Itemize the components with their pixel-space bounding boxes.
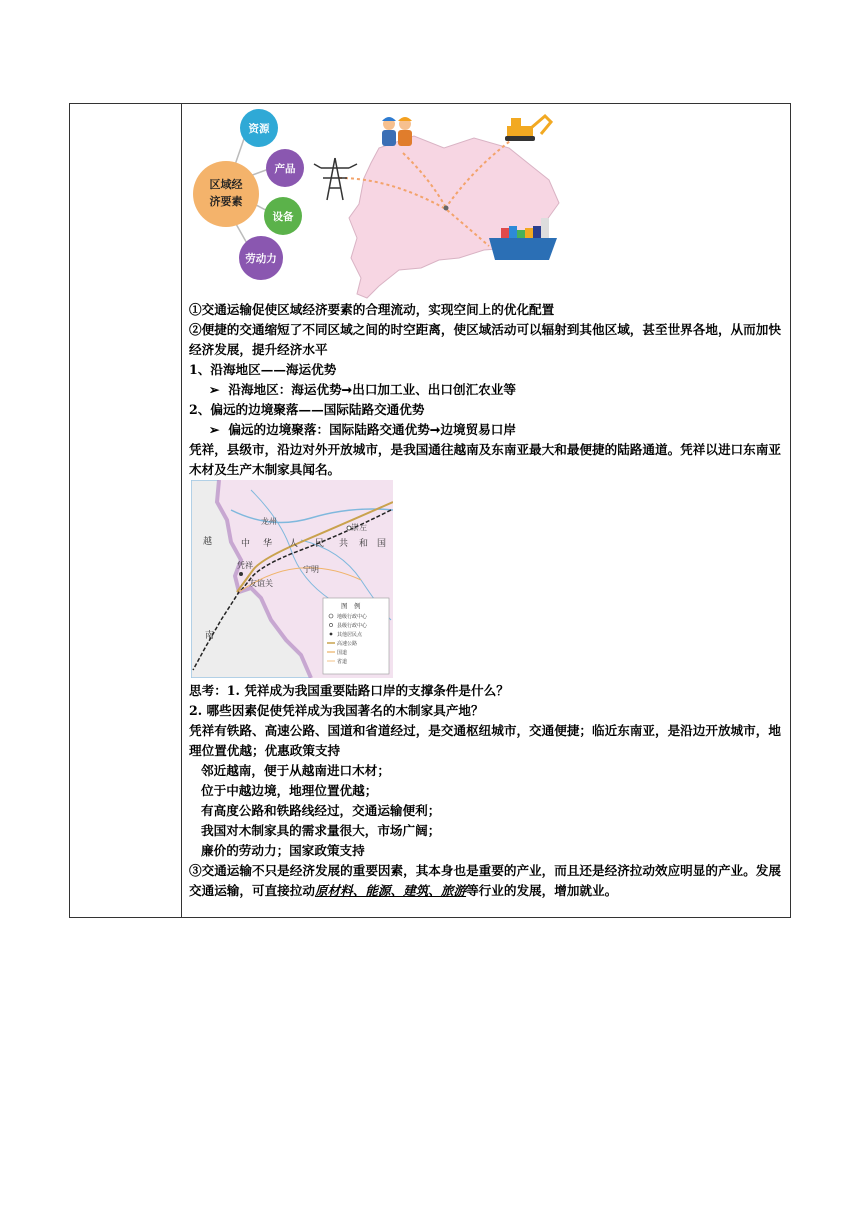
right-column [183, 104, 790, 917]
center-label-line2: 济要素 [209, 195, 243, 208]
legend-title: 图 例 [341, 602, 361, 610]
center-bubble [193, 161, 259, 227]
label-youyiguan: 友谊关 [249, 579, 273, 588]
think-1: 思考：1. 凭祥成为我国重要陆路口岸的支撑条件是什么？ [189, 683, 509, 698]
legend-item-1: 地级行政中心 [337, 614, 368, 620]
legend-item-2: 县级行政中心 [337, 623, 368, 629]
center-label-line1: 区域经 [209, 178, 243, 191]
label-pingxiang: 凭祥 [237, 561, 253, 570]
legend-item-3: 其他居民点 [337, 632, 363, 638]
label-longzhou: 龙州 [261, 517, 277, 526]
label-zhonghua-5: 共 [339, 539, 349, 549]
map-legend [323, 598, 389, 674]
label-zhonghua-6: 和 [359, 539, 369, 549]
chongzuo-dot [347, 526, 351, 530]
answer-1: 凭祥有铁路、高速公路、国道和省道经过，是交通枢纽城市，交通便捷；临近东南亚，是沿边开放城市，地理位置优越；优惠政策支持 [189, 723, 781, 758]
label-zhonghua-3: 人 [289, 539, 299, 549]
bullet-1-text: 沿海地区：海运优势➞出口加工业、出口创汇农业等 [228, 382, 516, 397]
reason-4: 我国对木制家具的需求量很大，市场广阔； [201, 823, 441, 838]
bullet-2: ➢ 偏远的边境聚落：国际陆路交通优势➞边境贸易口岸 [209, 422, 516, 437]
label-zhonghua-7: 国 [377, 539, 387, 549]
bullet-1: ➢ 沿海地区：海运优势➞出口加工业、出口创汇农业等 [209, 382, 516, 397]
legend-item-4: 高速公路 [337, 641, 358, 647]
paragraph-4-b: 等行业的发展，增加就业。 [466, 883, 618, 898]
legend-item-5: 国道 [337, 650, 348, 656]
label-nan: 南 [205, 631, 215, 641]
guangdong-map [349, 136, 559, 298]
content-table [69, 103, 791, 918]
reason-2: 位于中越边境，地理位置优越； [201, 783, 378, 798]
bubble-ziyuan-label: 资源 [248, 123, 270, 135]
paragraph-4-a: ③交通运输不只是经济发展的重要因素，其本身也是重要的产业，而且还是经济拉动效应明显的产业。发展交通运输，可直接拉动 [189, 863, 781, 898]
think-2: 2. 哪些因素促使凭祥成为我国著名的木制家具产地？ [189, 703, 484, 718]
label-zhonghua-1: 中 [241, 539, 251, 549]
paragraph-1: ①交通运输促使区域经济要素的合理流动，实现空间上的优化配置 [189, 302, 555, 317]
heading-2: 2、偏远的边境聚落——国际陆路交通优势 [189, 402, 425, 417]
excavator-icon [505, 116, 551, 141]
reason-3: 有高度公路和铁路线经过，交通运输便利； [201, 803, 441, 818]
reason-1: 邻近越南，便于从越南进口木材； [201, 763, 390, 778]
paragraph-4 [189, 861, 784, 901]
bullet-2-text: 偏远的边境聚落：国际陆路交通优势➞边境贸易口岸 [228, 422, 516, 437]
left-column [70, 104, 182, 917]
heading-1: 1、沿海地区——海运优势 [189, 362, 337, 377]
bubble-chanpin-label: 产品 [274, 163, 296, 175]
bubble-shebei-label: 设备 [272, 211, 294, 223]
paragraph-2: ②便捷的交通缩短了不同区域之间的时空距离，使区域活动可以辐射到其他区域，甚至世界各地，从而加快经济发展，提升经济水平 [189, 322, 781, 357]
power-pylon-icon [314, 158, 357, 200]
label-yue: 越 [203, 537, 213, 547]
guangzhou-dot [444, 206, 449, 211]
bubble-laodongli-label: 劳动力 [245, 253, 277, 265]
pingxiang-dot [239, 572, 243, 576]
label-chongzuo: 崇左 [351, 523, 367, 532]
legend-item-6: 省道 [337, 659, 348, 665]
label-ningming: 宁明 [303, 565, 319, 574]
paragraph-4-underlined: 原材料、能源、建筑、旅游 [314, 883, 467, 898]
reason-5: 廉价的劳动力；国家政策支持 [201, 843, 365, 858]
label-zhonghua-2: 华 [263, 539, 273, 549]
label-zhonghua-4: 民 [315, 539, 325, 549]
lower-text-block [189, 681, 784, 901]
pingxiang-map [191, 480, 393, 678]
upper-text-block [189, 300, 784, 480]
regional-economy-figure [189, 108, 569, 300]
paragraph-3: 凭祥，县级市，沿边对外开放城市，是我国通往越南及东南亚最大和最便捷的陆路通道。凭祥以进口东南亚木材及生产木制家具闻名。 [189, 442, 781, 477]
